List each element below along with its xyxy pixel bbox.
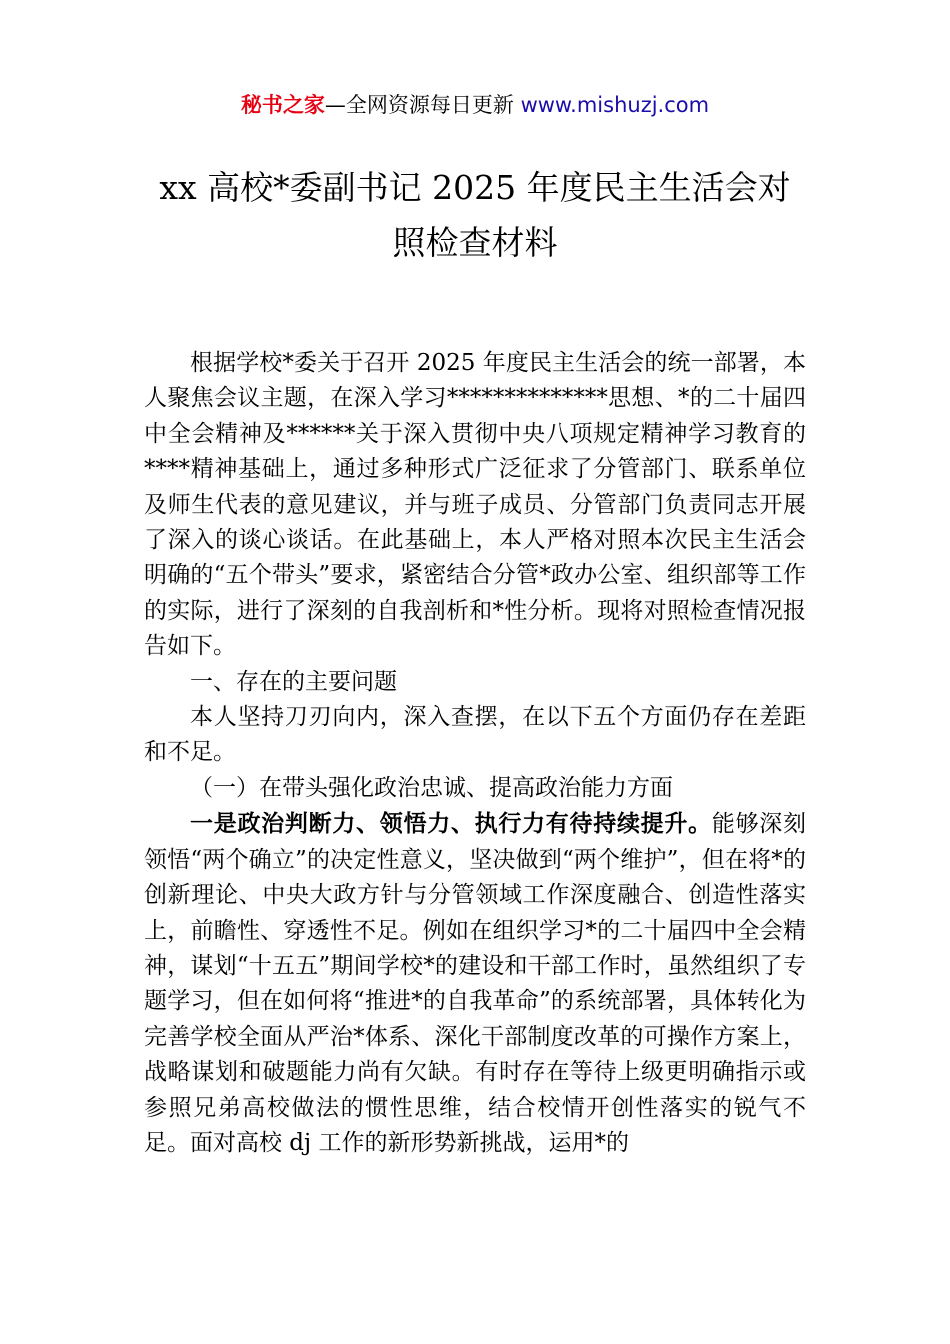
document-body: [144, 346, 806, 1161]
site-brand: 秘书之家: [240, 93, 325, 117]
title-line-1: xx 高校*委副书记 2025 年度民主生活会对: [159, 168, 791, 207]
section-intro-paragraph: 本人坚持刀刃向内，深入查摆，在以下五个方面仍存在差距和不足。: [144, 704, 806, 766]
title-line-2: 照检查材料: [392, 223, 558, 262]
site-header: [0, 88, 950, 122]
document-title: [120, 160, 830, 270]
point-body-1: 能够深刻领悟“两个确立”的决定性意义，坚决做到“两个维护”，但在将*的创新理论、中央大政方针与分管领域工作深度融合、创造性落实上，前瞻性、穿透性不足。例如在组织学习*的二十届四中全会精神，谋划“十五五”期间学校*的建设和干部工作时，虽然组织了专题学习，但在如何将“推进*的自我革命”的系统部署，具体转化为完善学校全面从严治*体系、深化干部制度改革的可操作方案上，战略谋划和破题能力尚有欠缺。有时存在等待上级更明确指示或参照兄弟高校做法的惯性思维，结合校情开创性落实的锐气不足。面对高校 dj 工作的新形势新挑战，运用*的: [144, 811, 807, 1156]
site-tagline: —全网资源每日更新: [324, 93, 521, 117]
site-url-link[interactable]: www.mishuzj.com: [520, 93, 710, 117]
section-heading-1: 一、存在的主要问题: [190, 668, 397, 695]
subsection-heading-1: （一）在带头强化政治忠诚、提高政治能力方面: [190, 774, 673, 801]
intro-paragraph: 根据学校*委关于召开 2025 年度民主生活会的统一部署，本人聚焦会议主题，在深入学习**************思想、*的二十届四中全会精神及******关于深入贯彻中央八项规定精神学习教育的****精神基础上，通过多种形式广泛征求了分管部门、联系单位及师生代表的意见建议，并与班子成员、分管部门负责同志开展了深入的谈心谈话。在此基础上，本人严格对照本次民主生活会明确的“五个带头”要求，紧密结合分管*政办公室、组织部等工作的实际，进行了深刻的自我剖析和*性分析。现将对照检查情况报告如下。: [144, 350, 806, 660]
point-paragraph-1: [144, 806, 806, 1161]
point-heading-1: 一是政治判断力、领悟力、执行力有待持续提升。: [190, 810, 712, 838]
